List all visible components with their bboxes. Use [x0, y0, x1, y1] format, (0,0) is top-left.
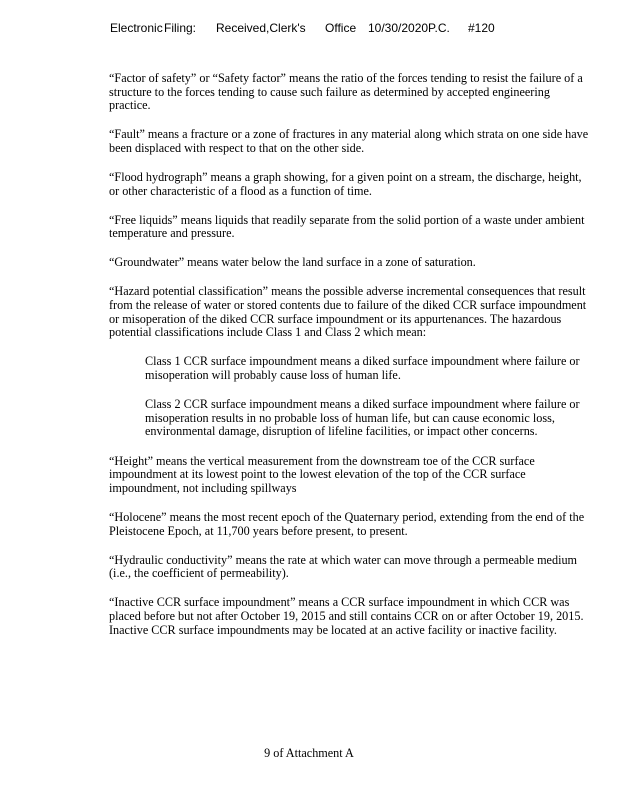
definition-free-liquids: “Free liquids” means liquids that readily separate from the solid portion of a waste under ambient temperature and pressure. [109, 212, 585, 241]
definition-fault: “Fault” means a fracture or a zone of fractures in any material along which strata on one side have been displaced with respect to that on the other side. [109, 127, 589, 155]
class-1-definition: Class 1 CCR surface impoundment means a diked surface impoundment where failure or misoperation will probably cause loss of human life. [145, 354, 580, 382]
filing-header [110, 21, 590, 37]
header-electronic-label: Electronic [110, 21, 163, 35]
definition-factor-of-safety: “Factor of safety” or “Safety factor” means the ratio of the forces tending to resist the failure of a structure to the forces tending to cause such failure as determined by accepted engineering practice. [109, 71, 583, 113]
definition-hydraulic-conductivity: “Hydraulic conductivity” means the rate at which water can move through a permeable medium (i.e., the coefficient of permeability). [109, 552, 578, 581]
definition-groundwater: “Groundwater” means water below the land surface in a zone of saturation. [109, 255, 476, 270]
class-2-definition: Class 2 CCR surface impoundment means a diked surface impoundment where failure or misoperation results in no probable loss of human life, but can cause economic loss, environmental damage, disruption of lifeline facilities, or impact other concerns. [145, 397, 580, 439]
definition-holocene: “Holocene” means the most recent epoch of the Quaternary period, extending from the end of the Pleistocene Epoch, at 11,700 years before present, to present. [109, 510, 585, 538]
definition-inactive-ccr-impoundment: “Inactive CCR surface impoundment” means a CCR surface impoundment in which CCR was placed before but not after October 19, 2015 and still contains CCR on or after October 19, 2015. Inactive CCR surface impoundments may be located at an active facility or inactive facility. [109, 595, 584, 637]
header-filing-label: Filing: [164, 21, 197, 35]
header-received-label: Received,Clerk's [216, 21, 306, 35]
header-date: 10/30/2020P.C. [368, 21, 450, 35]
header-filing-number: #120 [468, 21, 495, 35]
header-office-label: Office [325, 21, 357, 35]
definition-hazard-potential: “Hazard potential classification” means the possible adverse incremental consequences that result from the release of water or stored contents due to failure of the diked CCR surface impoundment or misoperation of the diked CCR surface impoundment or its appurtenances. The hazardous potential classifications include Class 1 and Class 2 which mean: [109, 284, 587, 340]
definition-flood-hydrograph: “Flood hydrograph” means a graph showing, for a given point on a stream, the discharge, height, or other characteristic of a flood as a function of time. [109, 169, 582, 198]
document-body [109, 72, 593, 653]
definition-height: “Height” means the vertical measurement from the downstream toe of the CCR surface impoundment at its lowest point to the lowest elevation of the top of the CCR surface impoundment, not including spillways [109, 453, 535, 495]
page-footer: 9 of Attachment A [264, 746, 354, 760]
